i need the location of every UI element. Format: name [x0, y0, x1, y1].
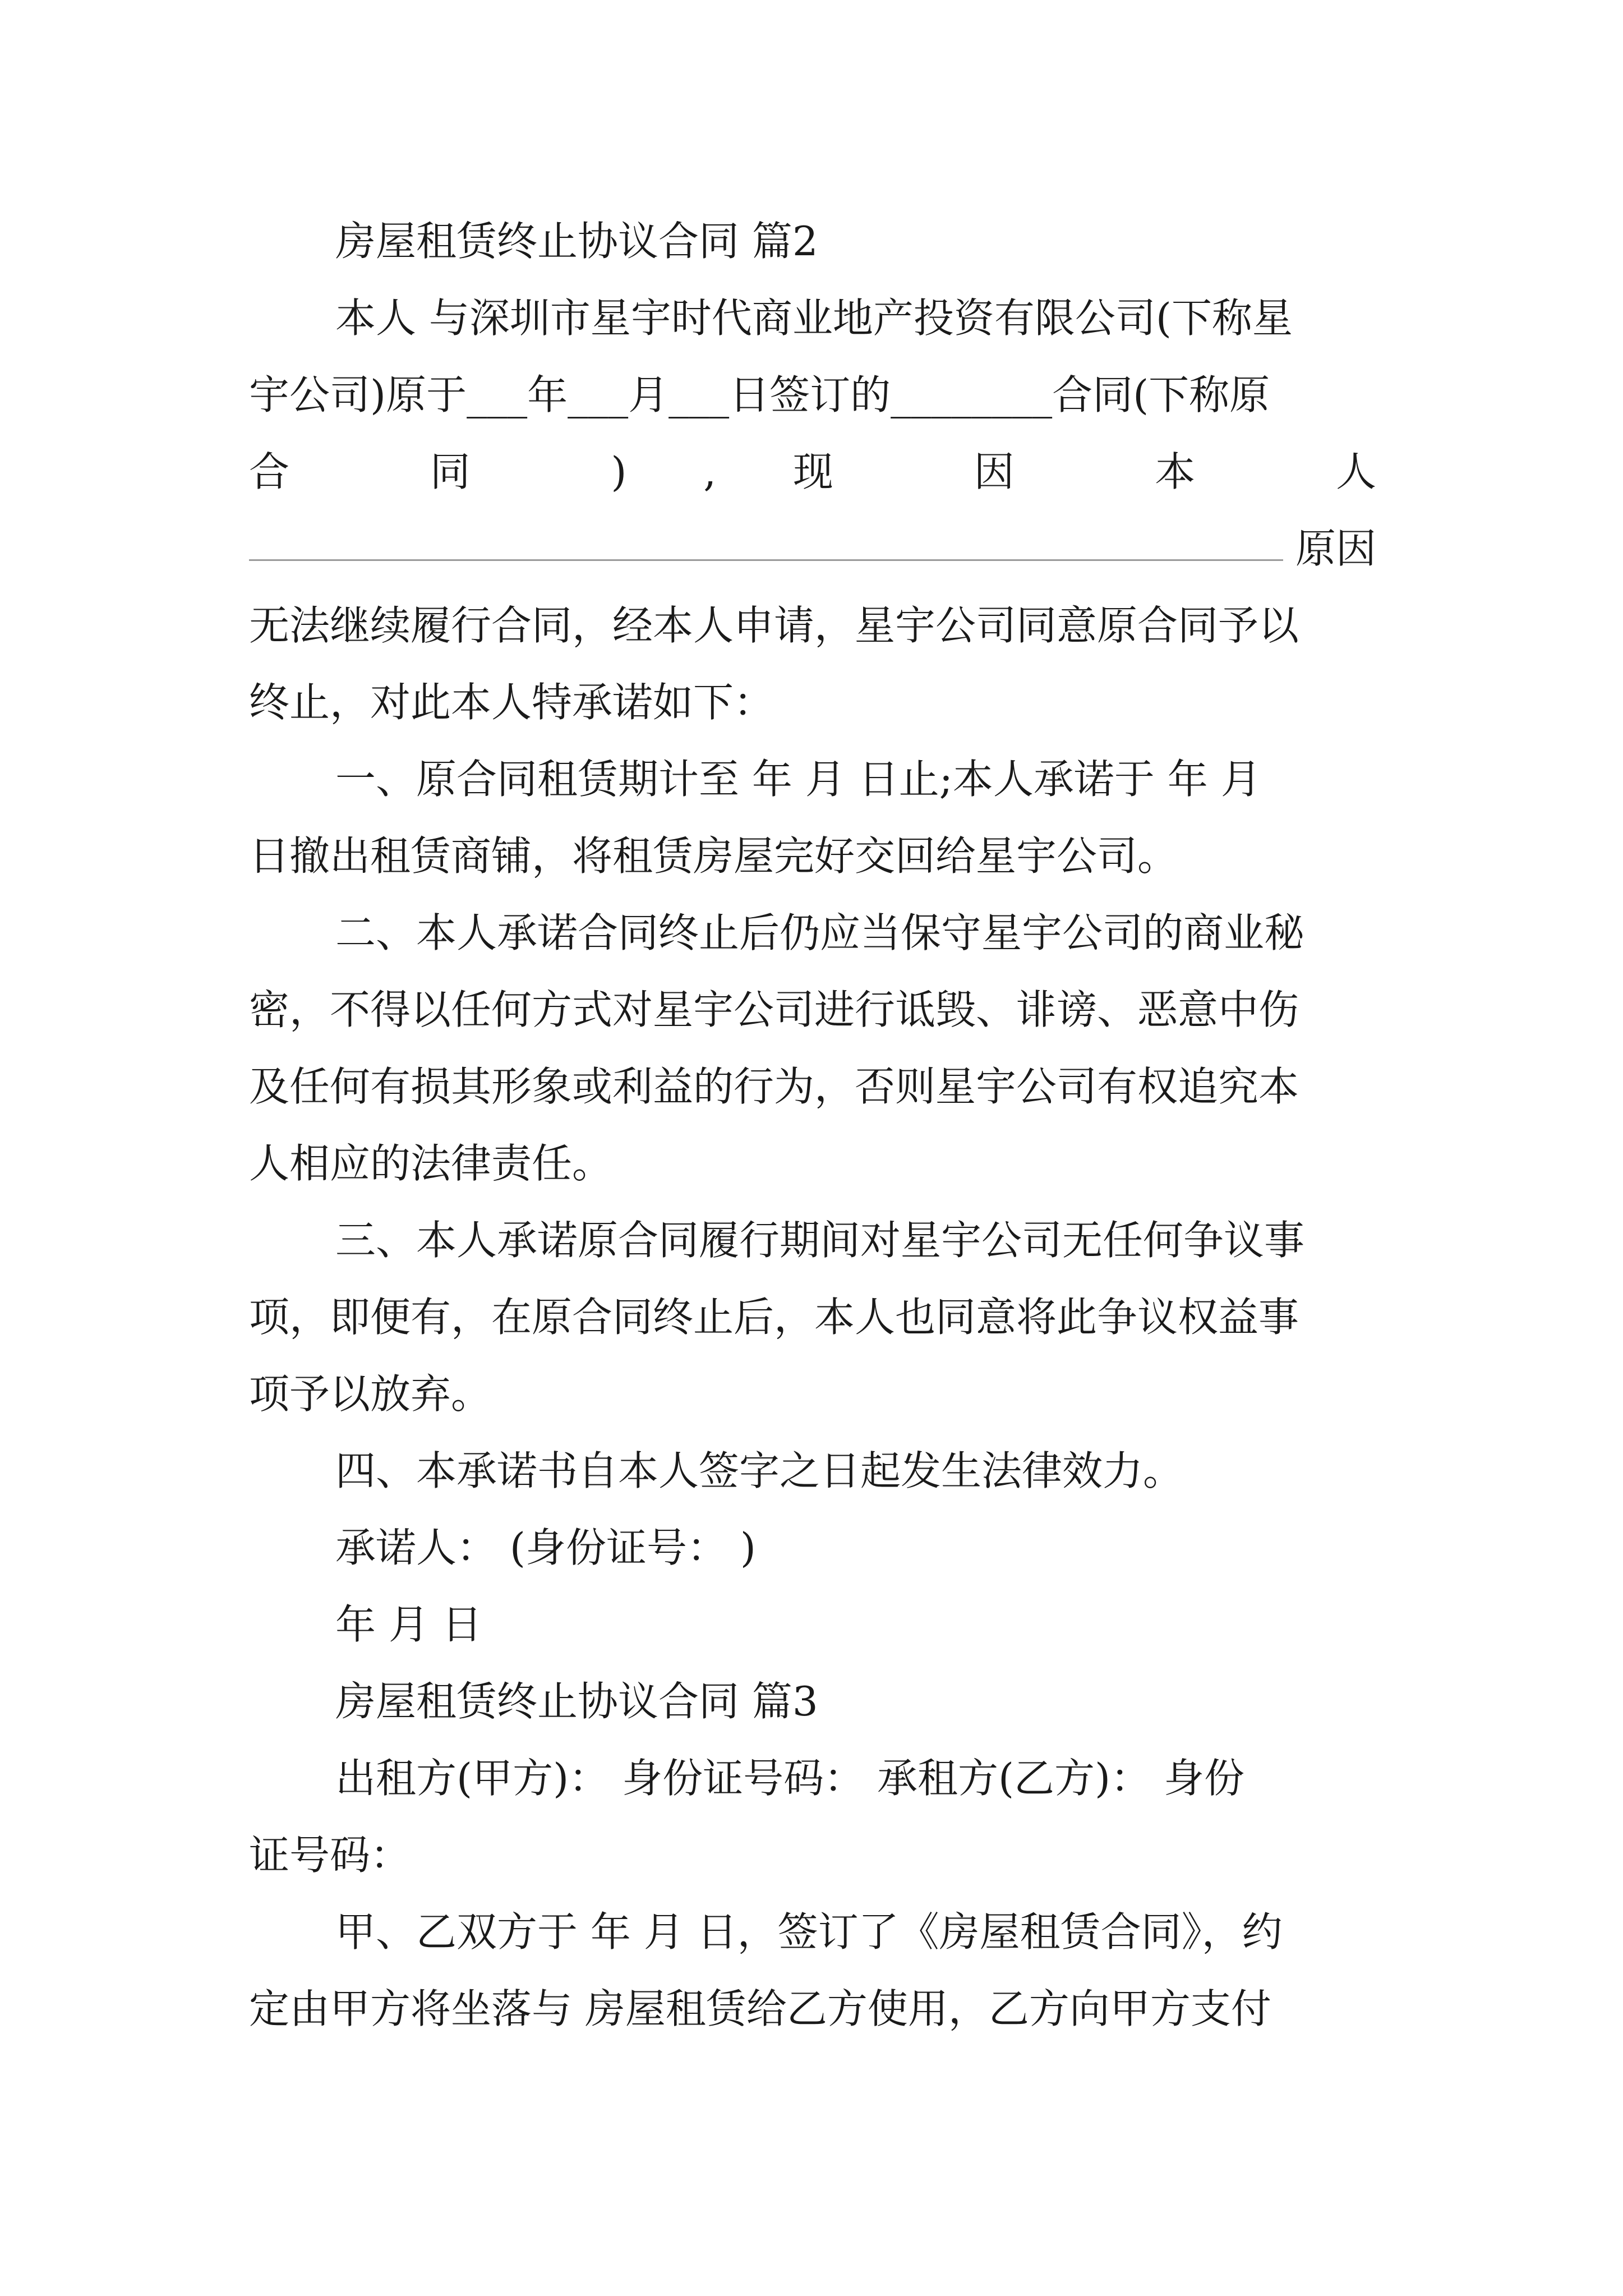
parties-line: 证号码： — [249, 1832, 411, 1879]
paragraph-line: 定由甲方将坐落与 房屋租赁给乙方使用，乙方向甲方支付 — [249, 1985, 1271, 2032]
section-title-2: 房屋租赁终止协议合同 篇2 — [335, 218, 818, 265]
clause-1-line: 一、原合同租赁期计至 年 月 日止;本人承诺于 年 月 — [335, 756, 1261, 803]
date-line: 年 月 日 — [335, 1601, 482, 1648]
fill-in-underline — [249, 559, 1283, 561]
clause-3-line: 三、本人承诺原合同履行期间对星宇公司无任何争议事 — [335, 1217, 1305, 1264]
section-title-3: 房屋租赁终止协议合同 篇3 — [335, 1678, 818, 1725]
clause-3-line: 项予以放弃。 — [249, 1370, 492, 1418]
paragraph-line: 终止，对此本人特承诺如下： — [249, 679, 774, 726]
clause-2-line: 二、本人承诺合同终止后仍应当保守星宇公司的商业秘 — [335, 909, 1305, 956]
paragraph-line-justified: 合 同 ) , 现 因 本 人 — [249, 448, 1376, 495]
paragraph-line: 宇公司)原于___年___月___日签订的________合同(下称原 — [249, 371, 1270, 418]
clause-3-line: 项，即便有，在原合同终止后，本人也同意将此争议权益事 — [249, 1294, 1299, 1341]
clause-4-line: 四、本承诺书自本人签字之日起发生法律效力。 — [335, 1447, 1184, 1494]
document-body — [249, 203, 1376, 2047]
signature-line: 承诺人： (身份证号： ) — [335, 1524, 756, 1571]
clause-2-line: 及任何有损其形象或利益的行为，否则星宇公司有权追究本 — [249, 1063, 1299, 1110]
clause-2-line: 密，不得以任何方式对星宇公司进行诋毁、诽谤、恶意中伤 — [249, 986, 1299, 1033]
paragraph-line-tail: 原因 — [1295, 525, 1376, 572]
clause-1-line: 日撤出租赁商铺，将租赁房屋完好交回给星宇公司。 — [249, 832, 1178, 880]
paragraph-line: 甲、乙双方于 年 月 日，签订了《房屋租赁合同》，约 — [335, 1908, 1283, 1955]
paragraph-line: 无法继续履行合同，经本人申请，星宇公司同意原合同予以 — [249, 602, 1299, 649]
paragraph-line: 本人 与深圳市星宇时代商业地产投资有限公司(下称星 — [335, 295, 1293, 342]
clause-2-line: 人相应的法律责任。 — [249, 1140, 613, 1187]
parties-line: 出租方(甲方)： 身份证号码： 承租方(乙方)： 身份 — [335, 1755, 1245, 1802]
paragraph-line-blank — [249, 510, 1376, 587]
